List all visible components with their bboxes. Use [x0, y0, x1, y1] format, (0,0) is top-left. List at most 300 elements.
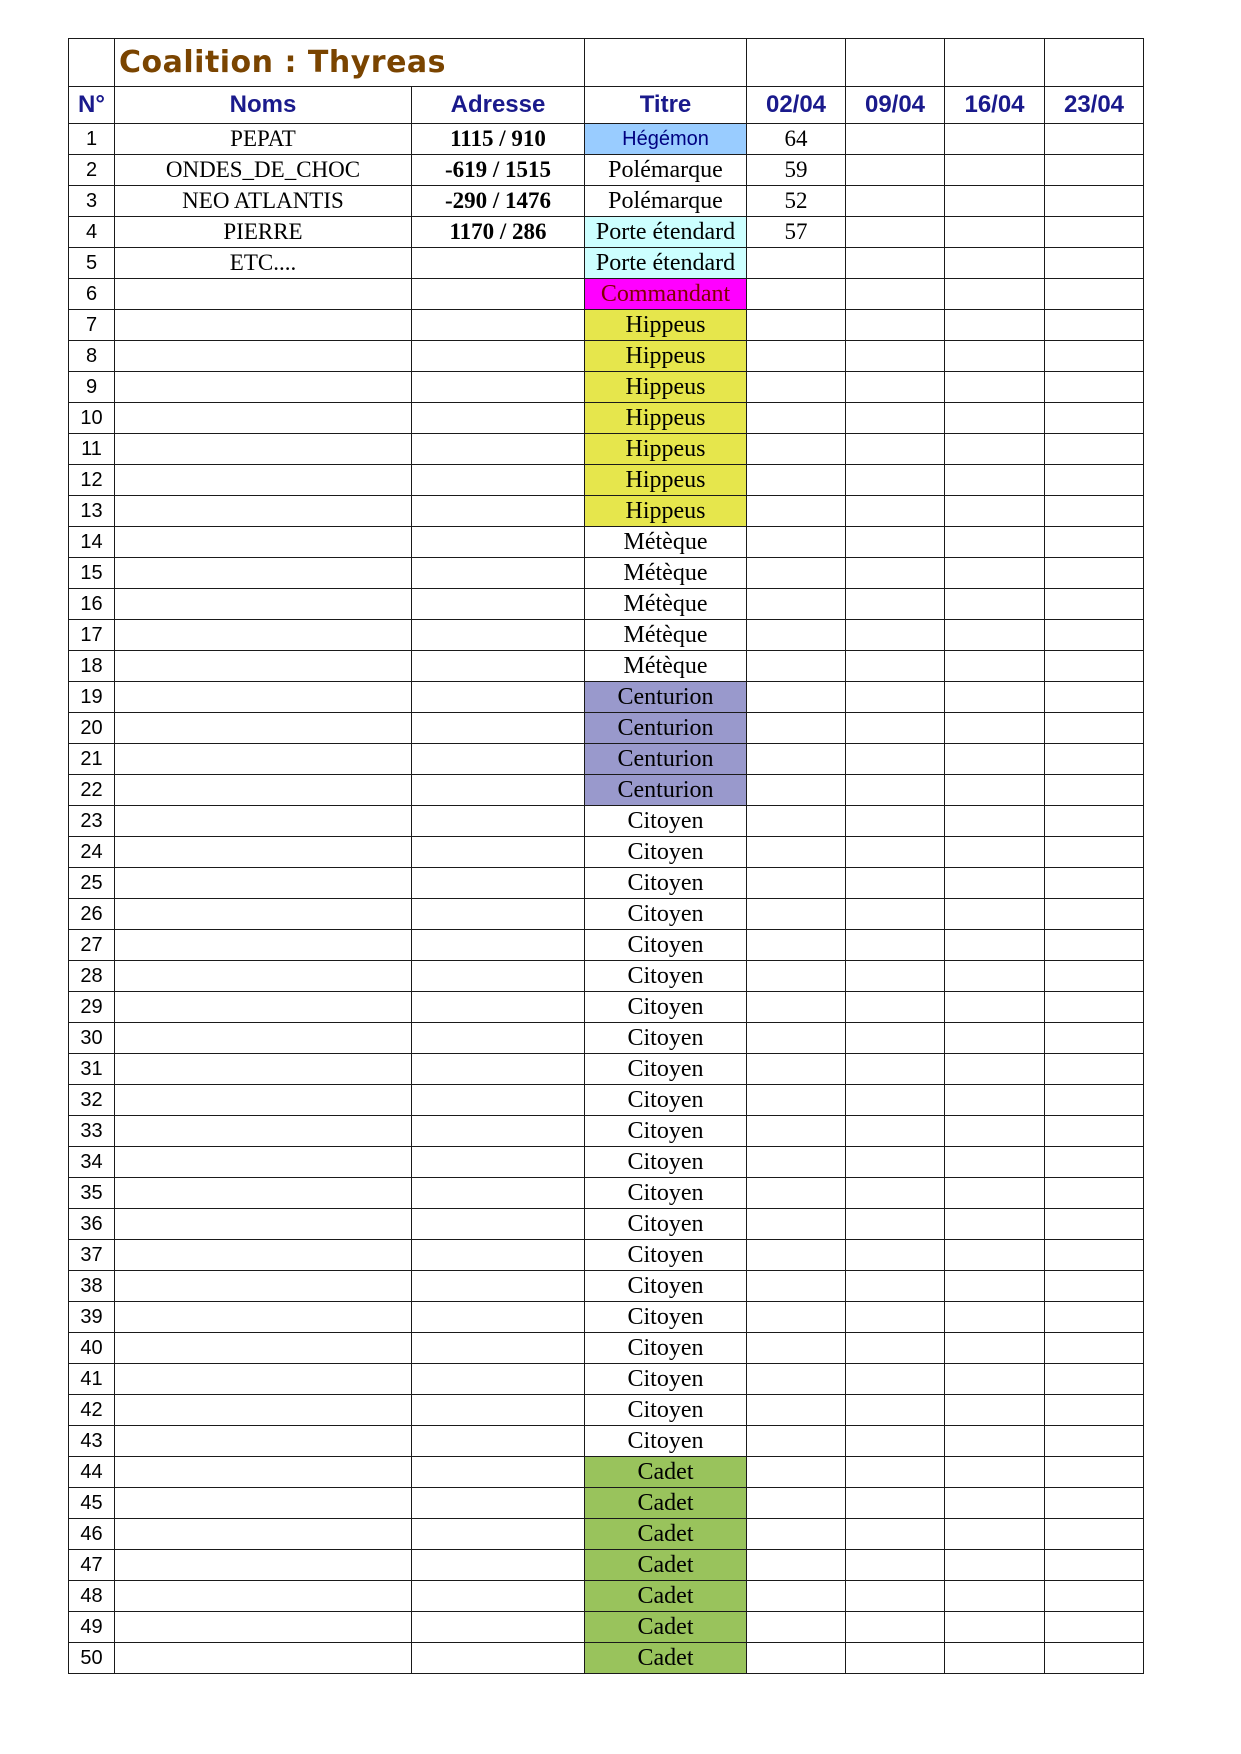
score-cell	[1045, 744, 1144, 775]
score-cell	[945, 403, 1045, 434]
row-number-cell: 5	[69, 248, 115, 279]
score-cell	[846, 1240, 945, 1271]
table-row	[69, 1550, 1144, 1581]
score-cell	[1045, 899, 1144, 930]
score-cell	[945, 837, 1045, 868]
table-row	[69, 868, 1144, 899]
score-cell	[747, 1240, 846, 1271]
score-cell	[747, 1643, 846, 1674]
score-cell	[945, 1178, 1045, 1209]
score-cell	[846, 992, 945, 1023]
score-cell	[747, 310, 846, 341]
score-cell: 52	[747, 186, 846, 217]
score-cell	[945, 1395, 1045, 1426]
score-cell	[945, 527, 1045, 558]
table-row	[69, 961, 1144, 992]
score-cell	[846, 1364, 945, 1395]
score-cell	[846, 620, 945, 651]
score-cell	[945, 775, 1045, 806]
row-number-cell: 12	[69, 465, 115, 496]
table-row	[69, 248, 1144, 279]
address-cell	[412, 1364, 585, 1395]
header-num: N°	[69, 87, 115, 124]
score-cell	[846, 589, 945, 620]
score-cell	[1045, 558, 1144, 589]
score-cell	[846, 744, 945, 775]
score-cell	[846, 1209, 945, 1240]
row-number-cell: 25	[69, 868, 115, 899]
score-cell	[1045, 837, 1144, 868]
title-cell: Centurion	[585, 713, 747, 744]
title-row-empty-cell	[945, 39, 1045, 87]
score-cell	[1045, 620, 1144, 651]
title-cell: Hippeus	[585, 496, 747, 527]
address-cell	[412, 496, 585, 527]
score-cell	[846, 1643, 945, 1674]
score-cell	[1045, 1333, 1144, 1364]
name-cell	[115, 465, 412, 496]
title-cell: Citoyen	[585, 1085, 747, 1116]
title-cell: Cadet	[585, 1643, 747, 1674]
address-cell	[412, 434, 585, 465]
address-cell	[412, 1550, 585, 1581]
name-cell	[115, 434, 412, 465]
score-cell	[945, 992, 1045, 1023]
score-cell	[1045, 1116, 1144, 1147]
row-number-cell: 42	[69, 1395, 115, 1426]
score-cell	[945, 1426, 1045, 1457]
title-cell: Citoyen	[585, 1271, 747, 1302]
name-cell	[115, 868, 412, 899]
name-cell	[115, 372, 412, 403]
score-cell	[945, 744, 1045, 775]
name-cell: ONDES_DE_CHOC	[115, 155, 412, 186]
title-cell: Citoyen	[585, 1395, 747, 1426]
score-cell	[846, 248, 945, 279]
score-cell	[1045, 930, 1144, 961]
score-cell	[1045, 1302, 1144, 1333]
title-cell: Citoyen	[585, 837, 747, 868]
score-cell	[747, 1581, 846, 1612]
table-row	[69, 713, 1144, 744]
row-number-cell: 6	[69, 279, 115, 310]
table-row	[69, 279, 1144, 310]
name-cell	[115, 527, 412, 558]
row-number-cell: 29	[69, 992, 115, 1023]
address-cell	[412, 651, 585, 682]
score-cell	[846, 775, 945, 806]
score-cell	[1045, 403, 1144, 434]
score-cell	[1045, 713, 1144, 744]
score-cell	[945, 1271, 1045, 1302]
title-cell: Citoyen	[585, 992, 747, 1023]
score-cell	[846, 682, 945, 713]
score-cell	[1045, 1395, 1144, 1426]
score-cell	[747, 1364, 846, 1395]
score-cell	[945, 434, 1045, 465]
title-row-empty-cell	[846, 39, 945, 87]
address-cell	[412, 372, 585, 403]
table-row	[69, 1209, 1144, 1240]
table-row	[69, 1240, 1144, 1271]
table-row	[69, 682, 1144, 713]
title-cell: Commandant	[585, 279, 747, 310]
score-cell	[945, 558, 1045, 589]
name-cell	[115, 1209, 412, 1240]
score-cell	[1045, 1550, 1144, 1581]
score-cell	[846, 155, 945, 186]
table-row	[69, 124, 1144, 155]
score-cell	[747, 744, 846, 775]
table-row	[69, 465, 1144, 496]
score-cell	[747, 1085, 846, 1116]
address-cell	[412, 1519, 585, 1550]
header-names: Noms	[115, 87, 412, 124]
name-cell	[115, 1581, 412, 1612]
score-cell	[1045, 310, 1144, 341]
score-cell	[747, 806, 846, 837]
address-cell	[412, 1302, 585, 1333]
name-cell	[115, 1519, 412, 1550]
row-number-cell: 26	[69, 899, 115, 930]
row-number-cell: 44	[69, 1457, 115, 1488]
score-cell	[945, 1209, 1045, 1240]
table-row	[69, 1333, 1144, 1364]
score-cell	[747, 1426, 846, 1457]
address-cell	[412, 899, 585, 930]
address-cell	[412, 1333, 585, 1364]
score-cell	[945, 713, 1045, 744]
score-cell	[945, 1550, 1045, 1581]
score-cell	[945, 496, 1045, 527]
score-cell	[846, 1085, 945, 1116]
header-date: 09/04	[846, 87, 945, 124]
table-row	[69, 403, 1144, 434]
score-cell	[846, 1178, 945, 1209]
title-cell: Citoyen	[585, 1023, 747, 1054]
name-cell: PEPAT	[115, 124, 412, 155]
score-cell	[1045, 806, 1144, 837]
score-cell	[846, 310, 945, 341]
score-cell	[1045, 1054, 1144, 1085]
title-cell: Citoyen	[585, 1054, 747, 1085]
address-cell	[412, 744, 585, 775]
address-cell	[412, 1209, 585, 1240]
score-cell	[945, 899, 1045, 930]
name-cell	[115, 1302, 412, 1333]
title-cell: Métèque	[585, 558, 747, 589]
name-cell	[115, 496, 412, 527]
row-number-cell: 45	[69, 1488, 115, 1519]
score-cell	[846, 1023, 945, 1054]
score-cell	[945, 1581, 1045, 1612]
table-row	[69, 1612, 1144, 1643]
row-number-cell: 50	[69, 1643, 115, 1674]
row-number-cell: 4	[69, 217, 115, 248]
title-cell: Hippeus	[585, 341, 747, 372]
table-row	[69, 1023, 1144, 1054]
table-row	[69, 1147, 1144, 1178]
score-cell	[1045, 775, 1144, 806]
score-cell	[945, 651, 1045, 682]
name-cell	[115, 1178, 412, 1209]
title-cell: Citoyen	[585, 1364, 747, 1395]
title-cell: Hippeus	[585, 403, 747, 434]
table-row	[69, 1116, 1144, 1147]
score-cell	[945, 930, 1045, 961]
score-cell	[846, 1457, 945, 1488]
score-cell	[747, 1209, 846, 1240]
title-cell: Citoyen	[585, 1302, 747, 1333]
score-cell	[945, 961, 1045, 992]
name-cell	[115, 1395, 412, 1426]
name-cell	[115, 279, 412, 310]
score-cell	[747, 868, 846, 899]
score-cell	[846, 1333, 945, 1364]
name-cell	[115, 713, 412, 744]
address-cell	[412, 1147, 585, 1178]
score-cell	[846, 1488, 945, 1519]
row-number-cell: 46	[69, 1519, 115, 1550]
title-cell: Hippeus	[585, 310, 747, 341]
title-cell: Citoyen	[585, 1178, 747, 1209]
name-cell	[115, 899, 412, 930]
title-cell: Citoyen	[585, 806, 747, 837]
table-row	[69, 806, 1144, 837]
row-number-cell: 24	[69, 837, 115, 868]
header-date: 16/04	[945, 87, 1045, 124]
score-cell	[945, 620, 1045, 651]
score-cell	[1045, 341, 1144, 372]
title-row-num-cell	[69, 39, 115, 87]
table-row	[69, 651, 1144, 682]
name-cell: PIERRE	[115, 217, 412, 248]
score-cell	[747, 837, 846, 868]
score-cell	[846, 930, 945, 961]
name-cell	[115, 620, 412, 651]
score-cell	[1045, 248, 1144, 279]
title-cell: Métèque	[585, 589, 747, 620]
coalition-roster-table	[68, 38, 1144, 1674]
title-cell: Cadet	[585, 1550, 747, 1581]
row-number-cell: 34	[69, 1147, 115, 1178]
score-cell	[945, 341, 1045, 372]
name-cell	[115, 1550, 412, 1581]
header-row	[69, 87, 1144, 124]
score-cell: 57	[747, 217, 846, 248]
score-cell	[747, 558, 846, 589]
row-number-cell: 17	[69, 620, 115, 651]
score-cell	[846, 899, 945, 930]
score-cell	[747, 434, 846, 465]
table-row	[69, 1488, 1144, 1519]
title-cell: Citoyen	[585, 1116, 747, 1147]
score-cell	[846, 217, 945, 248]
score-cell	[846, 558, 945, 589]
name-cell	[115, 310, 412, 341]
score-cell	[747, 620, 846, 651]
score-cell	[846, 713, 945, 744]
row-number-cell: 43	[69, 1426, 115, 1457]
address-cell	[412, 837, 585, 868]
title-cell: Citoyen	[585, 1426, 747, 1457]
name-cell	[115, 992, 412, 1023]
name-cell	[115, 1333, 412, 1364]
title-cell: Hégémon	[585, 124, 747, 155]
score-cell	[1045, 1519, 1144, 1550]
table-row	[69, 1302, 1144, 1333]
score-cell	[945, 372, 1045, 403]
score-cell	[1045, 651, 1144, 682]
row-number-cell: 1	[69, 124, 115, 155]
row-number-cell: 28	[69, 961, 115, 992]
table-row	[69, 930, 1144, 961]
score-cell	[846, 806, 945, 837]
name-cell	[115, 1612, 412, 1643]
score-cell	[945, 1643, 1045, 1674]
title-cell: Citoyen	[585, 1209, 747, 1240]
score-cell	[747, 527, 846, 558]
score-cell	[945, 1147, 1045, 1178]
score-cell	[846, 403, 945, 434]
score-cell	[945, 310, 1045, 341]
name-cell	[115, 682, 412, 713]
score-cell	[747, 1612, 846, 1643]
score-cell	[945, 217, 1045, 248]
table-row	[69, 1519, 1144, 1550]
address-cell: 1115 / 910	[412, 124, 585, 155]
table-row	[69, 496, 1144, 527]
score-cell	[846, 1271, 945, 1302]
name-cell	[115, 651, 412, 682]
name-cell	[115, 589, 412, 620]
score-cell	[945, 155, 1045, 186]
score-cell	[945, 1488, 1045, 1519]
title-cell: Métèque	[585, 651, 747, 682]
table-row	[69, 775, 1144, 806]
row-number-cell: 41	[69, 1364, 115, 1395]
score-cell	[747, 279, 846, 310]
score-cell: 59	[747, 155, 846, 186]
address-cell	[412, 1085, 585, 1116]
row-number-cell: 35	[69, 1178, 115, 1209]
address-cell	[412, 1054, 585, 1085]
table-row	[69, 527, 1144, 558]
row-number-cell: 20	[69, 713, 115, 744]
address-cell	[412, 248, 585, 279]
table-row	[69, 372, 1144, 403]
score-cell	[846, 837, 945, 868]
address-cell	[412, 1581, 585, 1612]
score-cell	[747, 682, 846, 713]
table-row	[69, 341, 1144, 372]
name-cell	[115, 1364, 412, 1395]
address-cell	[412, 558, 585, 589]
score-cell	[1045, 1271, 1144, 1302]
score-cell	[1045, 1209, 1144, 1240]
score-cell	[1045, 992, 1144, 1023]
row-number-cell: 7	[69, 310, 115, 341]
address-cell	[412, 589, 585, 620]
address-cell	[412, 682, 585, 713]
name-cell	[115, 930, 412, 961]
score-cell	[945, 1364, 1045, 1395]
score-cell	[846, 279, 945, 310]
name-cell	[115, 1488, 412, 1519]
title-cell: Citoyen	[585, 868, 747, 899]
title-cell: Cadet	[585, 1488, 747, 1519]
name-cell	[115, 806, 412, 837]
score-cell	[1045, 434, 1144, 465]
name-cell	[115, 837, 412, 868]
title-cell: Cadet	[585, 1581, 747, 1612]
score-cell	[747, 589, 846, 620]
row-number-cell: 38	[69, 1271, 115, 1302]
address-cell	[412, 930, 585, 961]
row-number-cell: 18	[69, 651, 115, 682]
score-cell	[846, 1147, 945, 1178]
address-cell	[412, 620, 585, 651]
score-cell	[945, 1519, 1045, 1550]
table-row	[69, 899, 1144, 930]
score-cell	[945, 1302, 1045, 1333]
title-cell: Porte étendard	[585, 217, 747, 248]
row-number-cell: 47	[69, 1550, 115, 1581]
score-cell	[747, 1178, 846, 1209]
table-row	[69, 1085, 1144, 1116]
address-cell	[412, 1178, 585, 1209]
score-cell	[945, 1612, 1045, 1643]
row-number-cell: 23	[69, 806, 115, 837]
score-cell	[945, 1116, 1045, 1147]
address-cell	[412, 1488, 585, 1519]
score-cell	[747, 1519, 846, 1550]
header-date: 02/04	[747, 87, 846, 124]
row-number-cell: 48	[69, 1581, 115, 1612]
header-address: Adresse	[412, 87, 585, 124]
table-row	[69, 1178, 1144, 1209]
score-cell	[945, 1457, 1045, 1488]
score-cell	[747, 1023, 846, 1054]
score-cell	[747, 1302, 846, 1333]
title-cell: Cadet	[585, 1457, 747, 1488]
table-row	[69, 1581, 1144, 1612]
row-number-cell: 11	[69, 434, 115, 465]
score-cell	[1045, 465, 1144, 496]
table-row	[69, 186, 1144, 217]
address-cell	[412, 806, 585, 837]
score-cell	[846, 186, 945, 217]
name-cell	[115, 744, 412, 775]
score-cell	[846, 1581, 945, 1612]
score-cell	[747, 1116, 846, 1147]
title-cell: Cadet	[585, 1612, 747, 1643]
score-cell	[945, 248, 1045, 279]
table-row	[69, 217, 1144, 248]
score-cell	[1045, 961, 1144, 992]
address-cell	[412, 961, 585, 992]
score-cell	[1045, 372, 1144, 403]
score-cell	[945, 279, 1045, 310]
table-row	[69, 589, 1144, 620]
table-row	[69, 744, 1144, 775]
row-number-cell: 21	[69, 744, 115, 775]
title-cell: Citoyen	[585, 1333, 747, 1364]
address-cell	[412, 1612, 585, 1643]
score-cell	[945, 589, 1045, 620]
score-cell	[846, 496, 945, 527]
score-cell	[945, 186, 1045, 217]
